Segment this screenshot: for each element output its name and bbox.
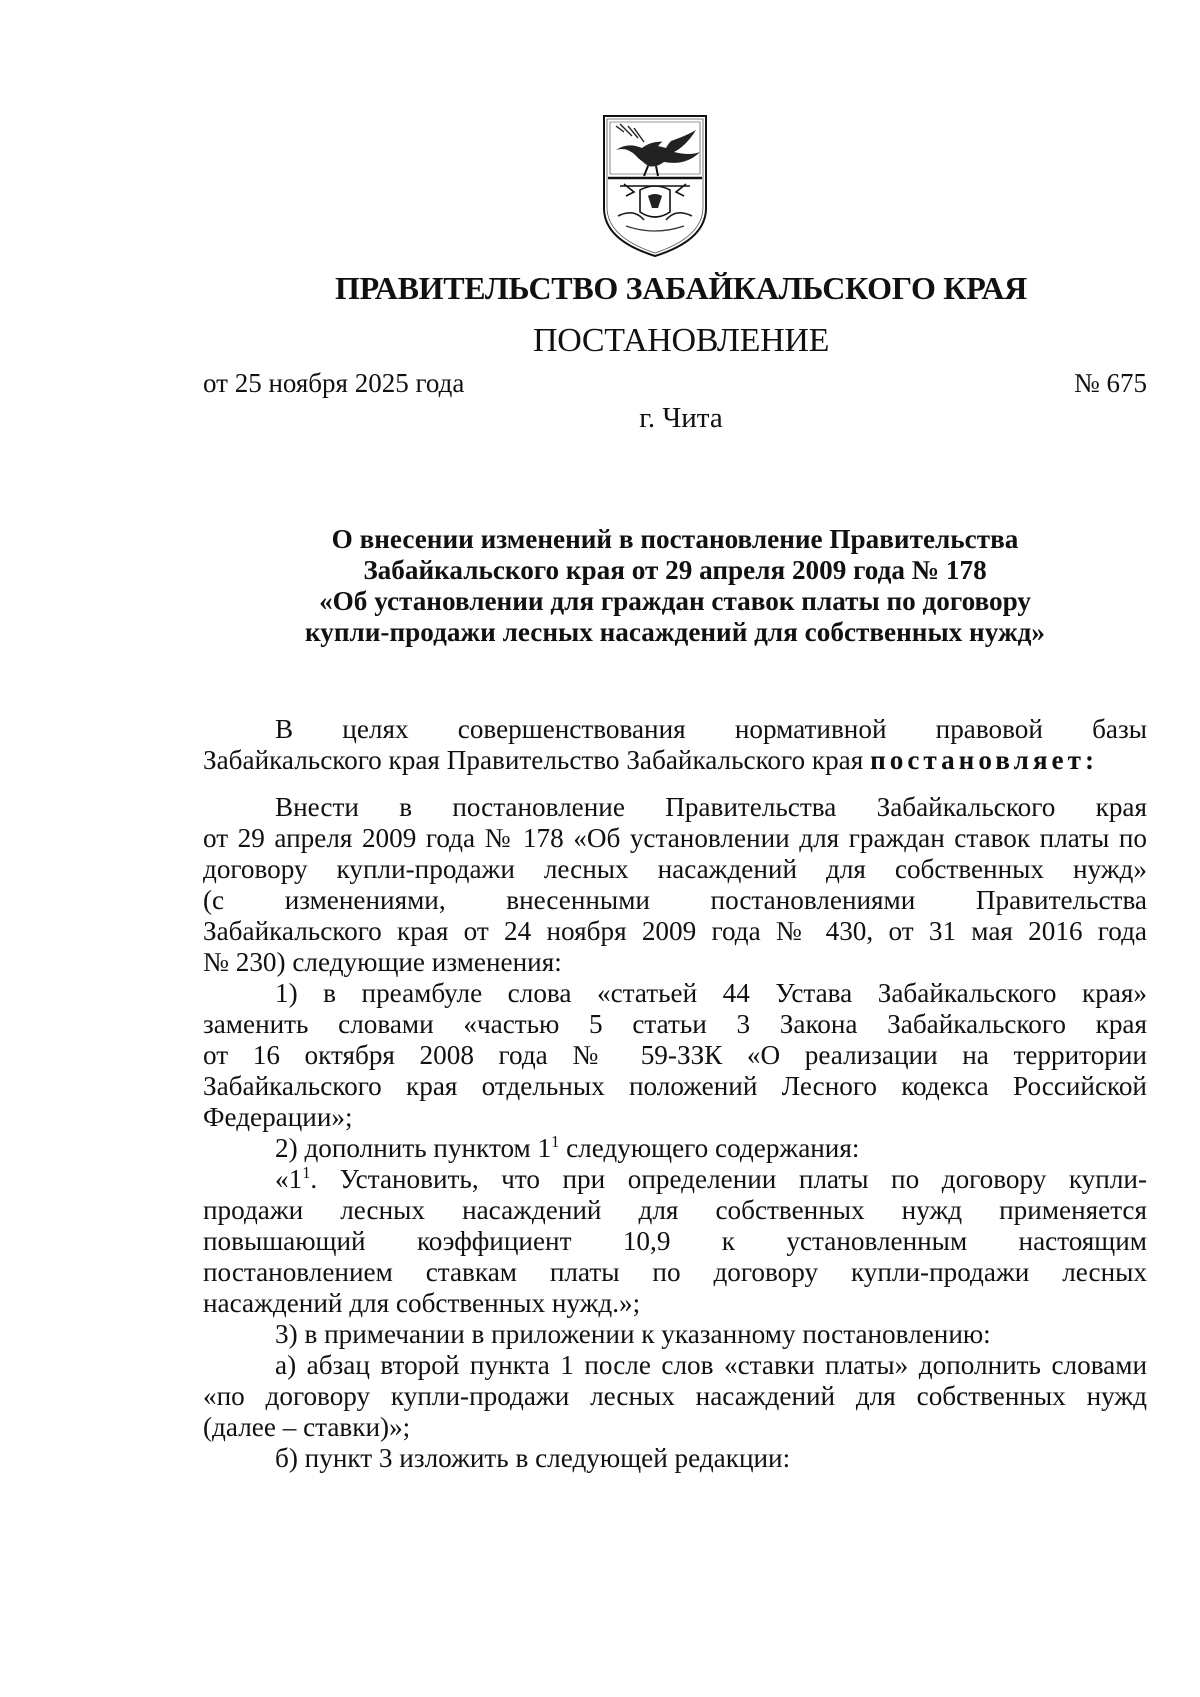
superscript: 1 <box>551 1131 560 1151</box>
quoted-text: . Установить, что при определении платы по договору купли- <box>310 1164 1147 1194</box>
document-kind: ПОСТАНОВЛЕНИЕ <box>532 322 830 359</box>
item-3-paragraph <box>203 1319 1147 1350</box>
text-line: насаждений для собственных нужд.»; <box>203 1288 641 1318</box>
item-2-paragraph <box>203 1133 1147 1164</box>
item-3a-paragraph <box>203 1350 1147 1443</box>
document-city: г. Чита <box>639 402 723 434</box>
document-body <box>203 714 1147 1474</box>
text-line: б) пункт 3 изложить в следующей редакции: <box>275 1443 791 1473</box>
text-line: В целях совершенствования нормативной правовой базы <box>275 714 1147 744</box>
resolution-keyword: постановляет: <box>870 745 1099 775</box>
intro-paragraph <box>203 792 1147 978</box>
document-date: от 25 ноября 2025 года <box>203 368 465 398</box>
text-line: Забайкальского края отдельных положений Лесного кодекса Российской <box>203 1071 1147 1101</box>
coat-of-arms-emblem <box>598 112 712 260</box>
subject-line: купли-продажи лесных насаждений для собственных нужд» <box>304 617 1046 647</box>
text-line: заменить словами «частью 5 статьи 3 Закона Забайкальского края <box>203 1009 1147 1039</box>
text-line: Внести в постановление Правительства Забайкальского края <box>275 792 1147 822</box>
subject-line: «Об установлении для граждан ставок платы по договору <box>319 586 1031 616</box>
organization-title: ПРАВИТЕЛЬСТВО ЗАБАЙКАЛЬСКОГО КРАЯ <box>335 270 1027 306</box>
document-subject <box>203 524 1147 648</box>
text-line: продажи лесных насаждений для собственных нужд применяется <box>203 1195 1147 1225</box>
item-2-inserted-text <box>203 1164 1147 1319</box>
item-2-text-end: следующего содержания: <box>559 1133 860 1163</box>
text-line <box>203 745 1147 776</box>
subject-line: О внесении изменений в постановление Правительства <box>331 524 1019 554</box>
text-line: а) абзац второй пункта 1 после слов «ставки платы» дополнить словами <box>275 1350 1147 1380</box>
text-line: договору купли-продажи лесных насаждений для собственных нужд» <box>203 854 1147 884</box>
text-line: Забайкальского края от 24 ноября 2009 года № 430, от 31 мая 2016 года <box>203 916 1147 946</box>
text-line: № 230) следующие изменения: <box>203 947 562 977</box>
text-line: Федерации»; <box>203 1102 353 1132</box>
text-line: от 16 октября 2008 года № 59-ЗЗК «О реализации на территории <box>203 1040 1147 1070</box>
preamble-paragraph <box>203 714 1147 776</box>
text-line: 1) в преамбуле слова «статьей 44 Устава Забайкальского края» <box>275 978 1147 1008</box>
document-number: № 675 <box>1073 368 1147 398</box>
preamble-text: Забайкальского края Правительство Забайкальского края <box>203 745 871 775</box>
text-line: (с изменениями, внесенными постановлениями Правительства <box>203 885 1147 915</box>
text-line <box>203 1164 1147 1195</box>
text-line: повышающий коэффициент 10,9 к установленным настоящим <box>203 1226 1147 1256</box>
text-line: 3) в примечании в приложении к указанному постановлению: <box>275 1319 991 1349</box>
subject-line: Забайкальского края от 29 апреля 2009 года № 178 <box>363 555 987 585</box>
item-2-text: 2) дополнить пунктом 1 <box>275 1133 552 1163</box>
text-line: «по договору купли-продажи лесных насаждений для собственных нужд <box>203 1381 1147 1411</box>
item-1-paragraph <box>203 978 1147 1133</box>
item-3b-paragraph <box>203 1443 1147 1474</box>
text-line: постановлением ставкам платы по договору купли-продажи лесных <box>203 1257 1147 1287</box>
quoted-point-number: «1 <box>275 1164 303 1194</box>
text-line: от 29 апреля 2009 года № 178 «Об установлении для граждан ставок платы по <box>203 823 1147 853</box>
superscript: 1 <box>302 1162 311 1182</box>
text-line <box>203 1133 1147 1164</box>
text-line: (далее – ставки)»; <box>203 1412 411 1442</box>
